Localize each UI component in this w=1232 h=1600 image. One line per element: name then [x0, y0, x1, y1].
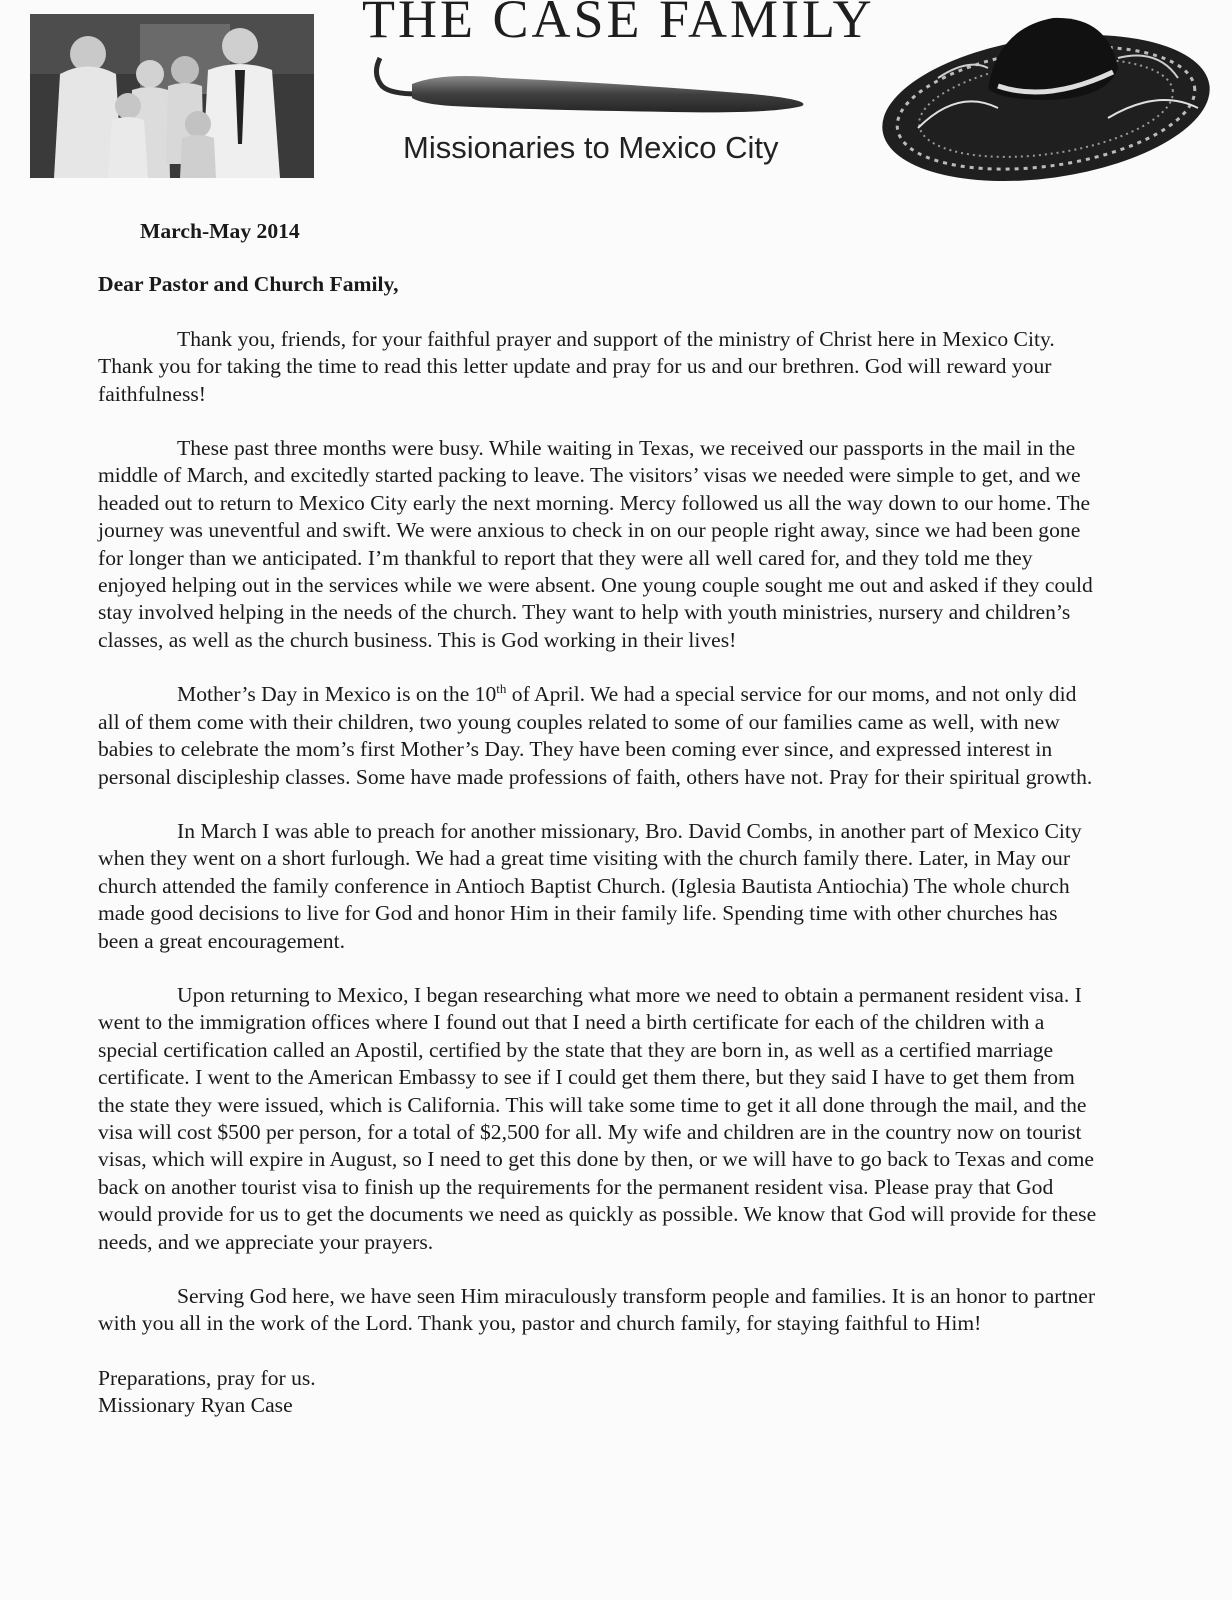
paragraph: Thank you, friends, for your faithful prayer and support of the ministry of Christ here in Mexico City. Thank you for taking the time to read this letter update and pray for us and our brethren. God will reward your faithfulness!	[98, 326, 1055, 406]
letter-date: March-May 2014	[140, 219, 300, 243]
signature: Missionary Ryan Case	[98, 1393, 293, 1418]
paragraph: In March I was able to preach for another missionary, Bro. David Combs, in another part of Mexico City when they went on a short furlough. We had a great time visiting with the church family there. Later, in May our church attended the family conference in Antioch Baptist Church. (Iglesia Bautista Antiochia) The whole church made good decisions to live for God and honor Him in their family life. Spending time with other churches has been a great encouragement.	[98, 818, 1082, 953]
closing-line: Preparations, pray for us.	[98, 1365, 316, 1390]
family-photo	[30, 14, 314, 178]
chili-pepper-icon	[372, 54, 822, 124]
paragraph: Serving God here, we have seen Him miraculously transform people and families. It is an honor to partner with you all in the work of the Lord. Thank you, pastor and church family, for staying faithful to Him!	[98, 1284, 1096, 1336]
letterhead	[0, 0, 1232, 190]
page-title: THE CASE FAMILY	[362, 0, 875, 49]
sombrero-icon	[878, 8, 1216, 188]
page-subtitle: Missionaries to Mexico City	[403, 130, 779, 165]
signoff	[98, 1365, 1098, 1420]
salutation: Dear Pastor and Church Family,	[98, 272, 399, 297]
letter-body	[98, 218, 1098, 1420]
paragraph: These past three months were busy. While waiting in Texas, we received our passports in the mail in the middle of March, and excitedly started packing to leave. The visitors’ visas we needed were simple to get, and we headed out to return to Mexico City early the next morning. Mercy followed us all the way down to our home. The journey was uneventful and swift. We were anxious to check in on our people right away, since we had been gone for longer than we anticipated. I’m thankful to report that they were all well cared for, and they told me they enjoyed helping out in the services while we were absent. One young couple sought me out and asked if they could stay involved helping in the needs of the church. They want to help with youth ministries, nursery and children’s classes, as well as the church business. This is God working in their lives!	[98, 436, 1093, 652]
paragraph: Upon returning to Mexico, I began researching what more we need to obtain a permanent resident visa. I went to the immigration offices where I found out that I need a birth certificate for each of the children with a special certification called an Apostil, certified by the state that they are born in, as well as a certified marriage certificate. I went to the American Embassy to see if I could get them there, but they said I have to get them from the state they were issued, which is California. This will take some time to get it all done through the mail, and the visa will cost $500 per person, for a total of $2,500 for all. My wife and children are in the country now on tourist visas, which will expire in August, so I need to get this done by then, or we will have to go back to Texas and come back on another tourist visa to finish up the requirements for the permanent resident visa. Please pray that God would provide for us to get the documents we need as quickly as possible. We know that God will provide for these needs, and we appreciate your prayers.	[98, 982, 1097, 1254]
paragraph-mothers-day: Mother’s Day in Mexico is on the 10th of April. We had a special service for our moms, and not only did all of them come with their children, two young couples related to some of our families came as well, with new babies to celebrate the mom’s first Mother’s Day. They have been coming ever since, and expressed interest in personal discipleship classes. Some have made professions of faith, others have not. Pray for their spiritual growth.	[98, 681, 1093, 789]
